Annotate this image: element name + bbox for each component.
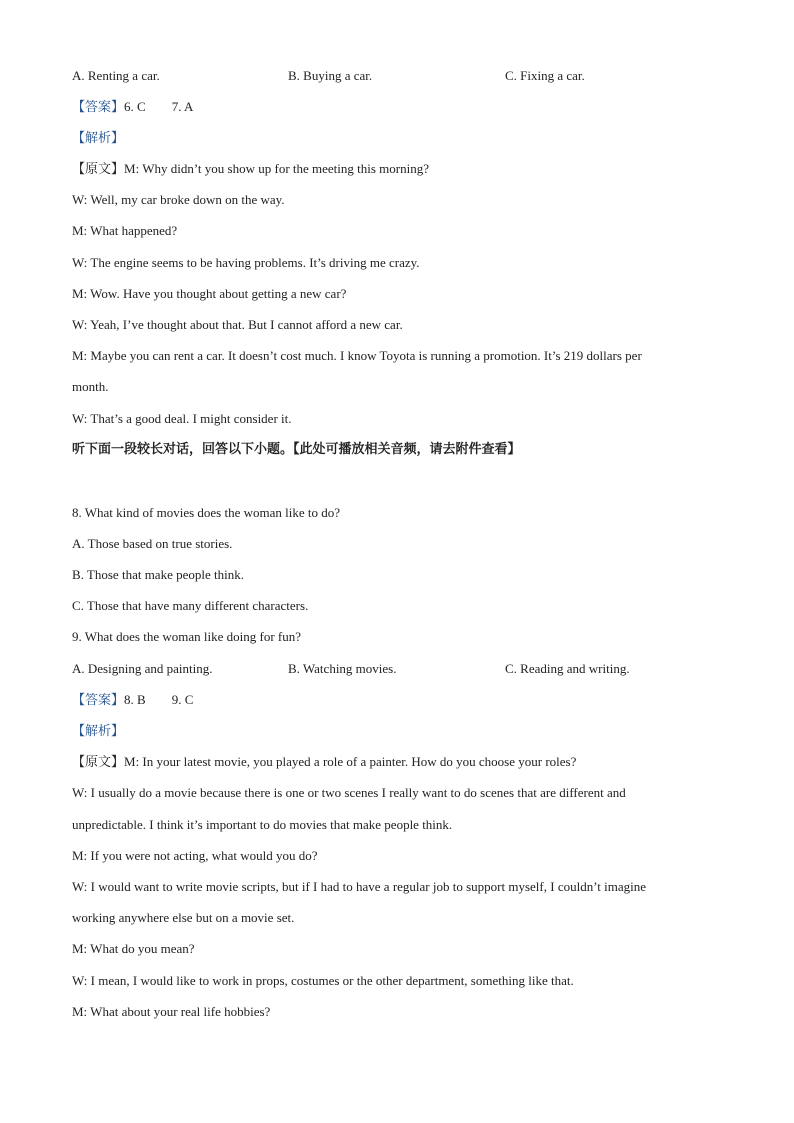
transcript-line: M: What about your real life hobbies?	[72, 1004, 271, 1019]
answer-tag: 【答案】	[72, 100, 125, 115]
question-8-option-a: A. Those based on true stories.	[72, 536, 233, 551]
transcript-line: W: Well, my car broke down on the way.	[72, 192, 285, 207]
answer-9: 9. C	[171, 692, 194, 707]
transcript-line: 【原文】M: Why didn’t you show up for the meeting this morning?	[72, 161, 430, 177]
transcript-line: unpredictable. I think it’s important to do movies that make people think.	[72, 817, 453, 832]
analysis-heading-1: 【解析】	[72, 131, 125, 146]
answer-8: 8. B	[124, 692, 146, 707]
answer-tag: 【答案】	[72, 693, 125, 708]
transcript-line: W: I usually do a movie because there is one or two scenes I really want to do scenes that are different and	[72, 785, 626, 800]
option-a: A. Renting a car.	[72, 68, 160, 83]
transcript-line: 【原文】M: In your latest movie, you played a role of a painter. How do you choose your roles?	[72, 754, 577, 770]
question-8-option-c: C. Those that have many different characters.	[72, 598, 309, 613]
transcript-line: M: Maybe you can rent a car. It doesn’t cost much. I know Toyota is running a promotion. It’s 219 dollars per	[72, 348, 642, 363]
transcript-tag: 【原文】	[72, 162, 125, 177]
option-b: B. Watching movies.	[288, 661, 397, 676]
analysis-heading-2: 【解析】	[72, 724, 125, 739]
transcript-line: W: I mean, I would like to work in props, costumes or the other department, something like that.	[72, 973, 574, 988]
option-b: B. Buying a car.	[288, 68, 373, 83]
transcript-line: M: If you were not acting, what would you do?	[72, 848, 318, 863]
answer-line-1	[72, 98, 704, 117]
transcript-line: W: The engine seems to be having problems. It’s driving me crazy.	[72, 255, 420, 270]
question-8: 8. What kind of movies does the woman like to do?	[72, 505, 341, 520]
question-9: 9. What does the woman like doing for fun?	[72, 629, 302, 644]
answer-6: 6. C	[124, 99, 146, 114]
transcript-line: month.	[72, 379, 109, 394]
option-c: C. Reading and writing.	[505, 661, 630, 676]
transcript-line: W: That’s a good deal. I might consider it.	[72, 411, 292, 426]
transcript-line: W: Yeah, I’ve thought about that. But I cannot afford a new car.	[72, 317, 403, 332]
transcript-line: working anywhere else but on a movie set.	[72, 910, 295, 925]
transcript-line: M: Wow. Have you thought about getting a new car?	[72, 286, 347, 301]
transcript-line: W: I would want to write movie scripts, but if I had to have a regular job to support myself, I couldn’t imagine	[72, 879, 647, 894]
question-8-option-b: B. Those that make people think.	[72, 567, 244, 582]
answer-7: 7. A	[171, 99, 194, 114]
option-a: A. Designing and painting.	[72, 661, 213, 676]
listening-instruction: 听下面一段较长对话，回答以下小题。【此处可播放相关音频，请去附件查看】	[72, 442, 521, 457]
transcript-line: M: What happened?	[72, 223, 178, 238]
answer-line-2	[72, 691, 704, 710]
transcript-tag: 【原文】	[72, 755, 125, 770]
transcript-line: M: What do you mean?	[72, 941, 195, 956]
option-c: C. Fixing a car.	[505, 68, 585, 83]
